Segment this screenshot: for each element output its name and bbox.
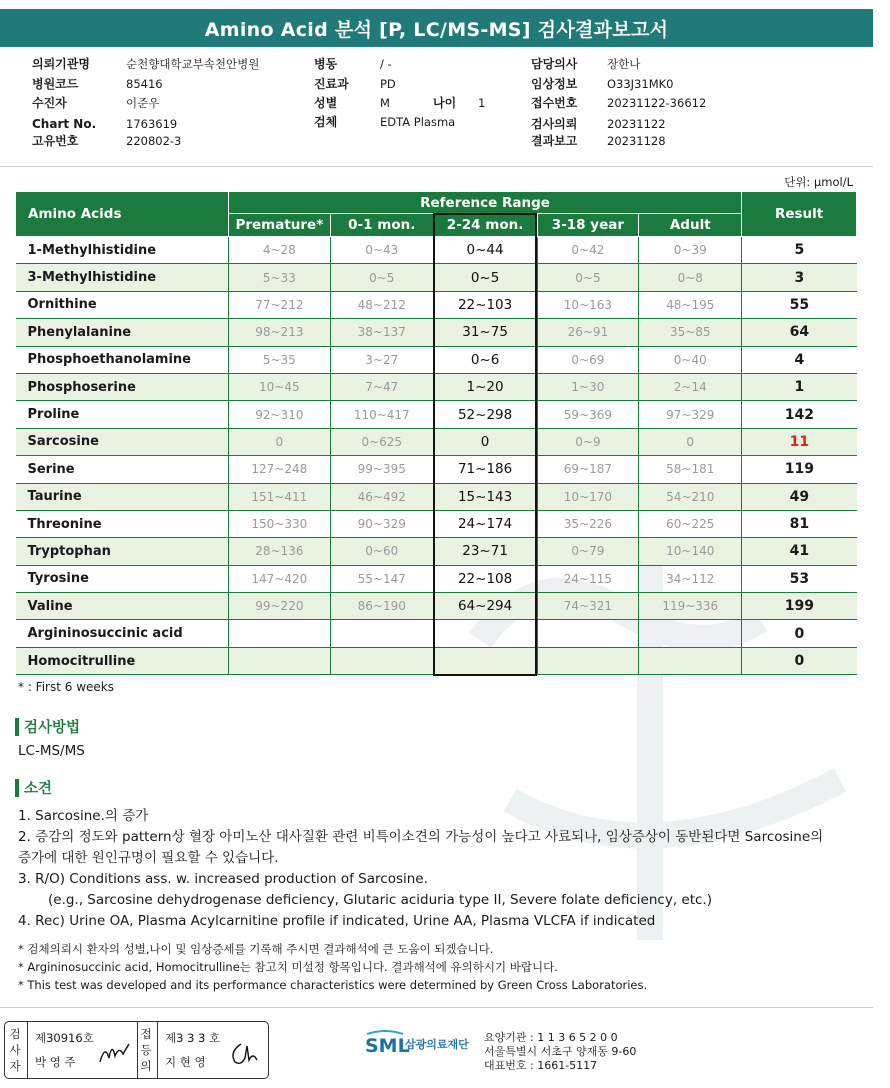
hospital-code-value: 85416 — [126, 77, 163, 91]
reference-range-cell: 2~14 — [639, 373, 742, 400]
reference-range-cell: 24~174 — [433, 510, 537, 537]
amino-acid-name: Serine — [16, 456, 229, 483]
reference-range-cell: 26~91 — [537, 319, 639, 346]
reference-range-cell: 0~69 — [537, 346, 639, 373]
col-0-1-mon: 0-1 mon. — [330, 214, 433, 237]
result-value: 81 — [742, 510, 857, 537]
col-2-24-mon: 2-24 mon. — [433, 214, 537, 237]
amino-acid-name: 1-Methylhistidine — [16, 237, 229, 264]
reference-range-cell: 74~321 — [537, 593, 639, 620]
footnote: * : First 6 weeks — [18, 680, 114, 694]
reference-range-cell: 77~212 — [228, 291, 330, 318]
reference-range-cell: 86~190 — [330, 593, 433, 620]
report-label: 결과보고 — [531, 134, 578, 148]
table-row — [16, 456, 857, 483]
reference-range-cell: 55~147 — [330, 565, 433, 592]
table-row — [16, 510, 857, 537]
finding-line: 증가에 대한 원인규명이 필요할 수 있습니다. — [18, 850, 279, 866]
unit-label: 단위: µmol/L — [784, 175, 853, 189]
reference-range-cell — [537, 647, 639, 674]
clinical-value: O33J31MK0 — [607, 77, 674, 91]
result-value: 53 — [742, 565, 857, 592]
reference-range-cell: 23~71 — [433, 538, 537, 565]
divider — [157, 1022, 158, 1078]
reference-range-cell: 92~310 — [228, 401, 330, 428]
table-row — [16, 264, 857, 291]
section-bar — [15, 718, 19, 736]
result-value: 1 — [742, 373, 857, 400]
reference-range-cell: 10~170 — [537, 483, 639, 510]
amino-acid-name: Argininosuccinic acid — [16, 620, 229, 647]
result-value: 199 — [742, 593, 857, 620]
reference-range-cell — [228, 620, 330, 647]
reference-range-cell: 119~336 — [639, 593, 742, 620]
table-row — [16, 647, 857, 674]
sml-logo-icon — [365, 1030, 410, 1058]
notes — [18, 940, 647, 994]
sex-value: M — [380, 96, 390, 110]
reference-range-cell: 22~108 — [433, 565, 537, 592]
confirmer-name: 지 현 영 — [165, 1055, 206, 1069]
reference-range-cell — [537, 620, 639, 647]
amino-acid-name: Valine — [16, 593, 229, 620]
reference-range-cell: 60~225 — [639, 510, 742, 537]
reference-range-cell: 48~195 — [639, 291, 742, 318]
unique-no-label: 고유번호 — [32, 134, 79, 148]
reference-range-cell: 97~329 — [639, 401, 742, 428]
reference-range-cell: 1~20 — [433, 373, 537, 400]
result-value: 55 — [742, 291, 857, 318]
reference-range-cell: 0~5 — [433, 264, 537, 291]
specimen-value: EDTA Plasma — [380, 115, 456, 129]
reference-range-cell: 99~395 — [330, 456, 433, 483]
receipt-no-value: 20231122-36612 — [607, 96, 707, 110]
chart-no-label: Chart No. — [32, 117, 97, 131]
lab-address: 서울특별시 서초구 양재동 9-60 — [484, 1045, 637, 1058]
method-section-title — [15, 716, 80, 737]
amino-acid-name: Proline — [16, 401, 229, 428]
reference-range-cell: 52~298 — [433, 401, 537, 428]
reference-range-cell: 58~181 — [639, 456, 742, 483]
doctor-value: 장한나 — [607, 57, 641, 71]
reference-range-cell: 4~28 — [228, 237, 330, 264]
finding-line: 4. Rec) Urine OA, Plasma Acylcarnitine profile if indicated, Urine AA, Plasma VLCFA if indicated — [18, 913, 656, 929]
lab-info — [484, 1031, 636, 1073]
finding-line: (e.g., Sarcosine dehydrogenase deficiency, Glutaric aciduria type II, Severe folate deficiency, etc.) — [48, 892, 712, 908]
examiner-label: 검사자 — [9, 1027, 21, 1073]
reference-range-cell: 59~369 — [537, 401, 639, 428]
amino-acid-name: Threonine — [16, 510, 229, 537]
amino-acid-name: Sarcosine — [16, 428, 229, 455]
specimen-label: 검체 — [314, 115, 338, 129]
examiner-no: 제30916호 — [35, 1031, 94, 1045]
result-value: 64 — [742, 319, 857, 346]
reference-range-cell: 150~330 — [228, 510, 330, 537]
reference-range-cell: 31~75 — [433, 319, 537, 346]
reference-range-cell: 147~420 — [228, 565, 330, 592]
amino-acid-name: Homocitrulline — [16, 647, 229, 674]
ward-value: / - — [380, 57, 392, 71]
reference-range-cell: 24~115 — [537, 565, 639, 592]
result-value: 0 — [742, 620, 857, 647]
col-reference-range: Reference Range — [228, 192, 741, 214]
reference-range-cell: 22~103 — [433, 291, 537, 318]
unique-no-value: 220802-3 — [126, 134, 182, 148]
reference-range-cell: 64~294 — [433, 593, 537, 620]
reference-range-cell: 0~6 — [433, 346, 537, 373]
receipt-no-label: 접수번호 — [531, 96, 578, 110]
table-row — [16, 319, 857, 346]
result-value: 119 — [742, 456, 857, 483]
findings-text — [18, 806, 868, 932]
reference-range-cell: 0~42 — [537, 237, 639, 264]
recipient-value: 이준우 — [126, 96, 160, 110]
amino-acid-name: Tyrosine — [16, 565, 229, 592]
confirmer-no: 제3 3 3 호 — [165, 1031, 221, 1045]
reference-range-cell: 5~33 — [228, 264, 330, 291]
doctor-label: 담당의사 — [531, 57, 578, 71]
lab-code: 요양기관 : 1 1 3 6 5 2 0 0 — [484, 1031, 618, 1044]
findings-title: 소견 — [24, 781, 53, 797]
reference-range-cell — [330, 620, 433, 647]
confirmer-label: 접등의 — [140, 1027, 152, 1073]
result-value: 3 — [742, 264, 857, 291]
reference-range-cell: 0~625 — [330, 428, 433, 455]
col-amino-acids: Amino Acids — [16, 192, 229, 237]
recipient-label: 수진자 — [32, 96, 67, 110]
reference-range-cell: 0 — [228, 428, 330, 455]
chart-no-value: 1763619 — [126, 117, 178, 131]
patient-info — [0, 52, 873, 164]
method-value: LC-MS/MS — [18, 743, 85, 759]
age-value: 1 — [478, 96, 486, 110]
reference-range-cell: 71~186 — [433, 456, 537, 483]
result-value: 0 — [742, 647, 857, 674]
col-result: Result — [742, 192, 857, 237]
examiner-name: 박 영 주 — [35, 1055, 76, 1069]
reference-range-cell: 15~143 — [433, 483, 537, 510]
reference-range-cell: 0~5 — [537, 264, 639, 291]
reference-range-cell — [228, 647, 330, 674]
sex-label: 성별 — [314, 96, 338, 110]
table-row — [16, 428, 857, 455]
signature-box — [4, 1021, 269, 1079]
reference-range-cell: 35~85 — [639, 319, 742, 346]
reference-range-cell — [433, 620, 537, 647]
reference-range-cell: 48~212 — [330, 291, 433, 318]
result-value: 142 — [742, 401, 857, 428]
reference-range-cell: 69~187 — [537, 456, 639, 483]
col-premature: Premature* — [228, 214, 330, 237]
reference-range-cell: 0~79 — [537, 538, 639, 565]
section-bar — [15, 779, 19, 797]
finding-line: 1. Sarcosine.의 증가 — [18, 808, 149, 824]
amino-acid-name: 3-Methylhistidine — [16, 264, 229, 291]
reference-range-cell: 0~60 — [330, 538, 433, 565]
table-row — [16, 373, 857, 400]
method-title: 검사방법 — [24, 720, 81, 736]
table-row — [16, 291, 857, 318]
reference-range-cell: 0~43 — [330, 237, 433, 264]
findings-section-title — [15, 777, 52, 798]
reference-range-cell: 46~492 — [330, 483, 433, 510]
note-line: * This test was developed and its performance characteristics were determined by Green Cross Laboratories. — [18, 978, 648, 992]
note-line: * 검체의뢰시 환자의 성별,나이 및 임상증세를 기록해 주시면 결과해석에 큰 도움이 되겠습니다. — [18, 942, 494, 956]
reference-range-cell: 38~137 — [330, 319, 433, 346]
amino-acid-name: Phosphoserine — [16, 373, 229, 400]
institution-value: 순천향대학교부속천안병원 — [126, 57, 260, 71]
clinical-label: 임상정보 — [531, 77, 578, 91]
finding-line: 3. R/O) Conditions ass. w. increased production of Sarcosine. — [18, 871, 428, 887]
lab-logo — [365, 1030, 469, 1058]
reference-range-cell — [433, 647, 537, 674]
table-row — [16, 401, 857, 428]
amino-acid-name: Phosphoethanolamine — [16, 346, 229, 373]
table-row — [16, 346, 857, 373]
examiner-signature-icon — [97, 1038, 133, 1068]
table-row — [16, 620, 857, 647]
reference-range-cell — [330, 647, 433, 674]
amino-acid-table — [15, 191, 857, 675]
result-value: 49 — [742, 483, 857, 510]
institution-label: 의뢰기관명 — [32, 57, 90, 71]
reference-range-cell: 10~140 — [639, 538, 742, 565]
hospital-code-label: 병원코드 — [32, 77, 79, 91]
divider — [0, 1007, 873, 1008]
table-row — [16, 538, 857, 565]
reference-range-cell: 0~9 — [537, 428, 639, 455]
reference-range-cell: 0~8 — [639, 264, 742, 291]
reference-range-cell: 110~417 — [330, 401, 433, 428]
table-row — [16, 483, 857, 510]
reference-range-cell: 35~226 — [537, 510, 639, 537]
amino-acid-name: Phenylalanine — [16, 319, 229, 346]
report-title: Amino Acid 분석 [P, LC/MS-MS] 검사결과보고서 — [0, 9, 873, 47]
dept-value: PD — [380, 77, 396, 91]
reference-range-cell: 98~213 — [228, 319, 330, 346]
confirmer-signature-icon — [227, 1038, 263, 1068]
reference-range-cell: 0~39 — [639, 237, 742, 264]
reference-range-cell: 10~163 — [537, 291, 639, 318]
note-line: * Argininosuccinic acid, Homocitrulline는 참고치 미설정 항목입니다. 결과해석에 유의하시기 바랍니다. — [18, 960, 558, 974]
reference-range-cell: 0 — [433, 428, 537, 455]
dept-label: 진료과 — [314, 77, 349, 91]
reference-range-cell: 1~30 — [537, 373, 639, 400]
reference-range-cell: 54~210 — [639, 483, 742, 510]
reference-range-cell: 90~329 — [330, 510, 433, 537]
request-date: 20231122 — [607, 117, 666, 131]
lab-phone: 대표번호 : 1661-5117 — [484, 1059, 598, 1072]
col-adult: Adult — [639, 214, 742, 237]
ward-label: 병동 — [314, 57, 338, 71]
divider — [27, 1022, 28, 1078]
amino-acid-name: Taurine — [16, 483, 229, 510]
logo-text: SML — [365, 1035, 410, 1057]
report-date: 20231128 — [607, 134, 666, 148]
col-3-18-year: 3-18 year — [537, 214, 639, 237]
reference-range-cell — [639, 620, 742, 647]
result-value: 5 — [742, 237, 857, 264]
age-label: 나이 — [433, 96, 457, 110]
result-value: 41 — [742, 538, 857, 565]
reference-range-cell: 0~5 — [330, 264, 433, 291]
reference-range-cell: 3~27 — [330, 346, 433, 373]
result-value: 11 — [742, 428, 857, 455]
request-label: 검사의뢰 — [531, 117, 578, 131]
table-row — [16, 565, 857, 592]
result-value: 4 — [742, 346, 857, 373]
reference-range-cell: 99~220 — [228, 593, 330, 620]
table-row — [16, 593, 857, 620]
divider — [0, 166, 873, 167]
divider — [137, 1022, 138, 1078]
reference-range-cell: 151~411 — [228, 483, 330, 510]
reference-range-cell: 7~47 — [330, 373, 433, 400]
lab-org: 삼광의료재단 — [405, 1038, 469, 1051]
reference-range-cell: 0 — [639, 428, 742, 455]
amino-acid-name: Ornithine — [16, 291, 229, 318]
reference-range-cell: 0~40 — [639, 346, 742, 373]
reference-range-cell: 5~35 — [228, 346, 330, 373]
amino-acid-name: Tryptophan — [16, 538, 229, 565]
reference-range-cell: 28~136 — [228, 538, 330, 565]
finding-line: 2. 증감의 정도와 pattern상 혈장 아미노산 대사질환 관련 비특이소견의 가능성이 높다고 사료되나, 임상증상이 동반된다면 Sarcosine의 — [18, 829, 824, 845]
reference-range-cell: 34~112 — [639, 565, 742, 592]
reference-range-cell: 0~44 — [433, 237, 537, 264]
reference-range-cell: 10~45 — [228, 373, 330, 400]
reference-range-cell — [639, 647, 742, 674]
reference-range-cell: 127~248 — [228, 456, 330, 483]
table-row — [16, 237, 857, 264]
